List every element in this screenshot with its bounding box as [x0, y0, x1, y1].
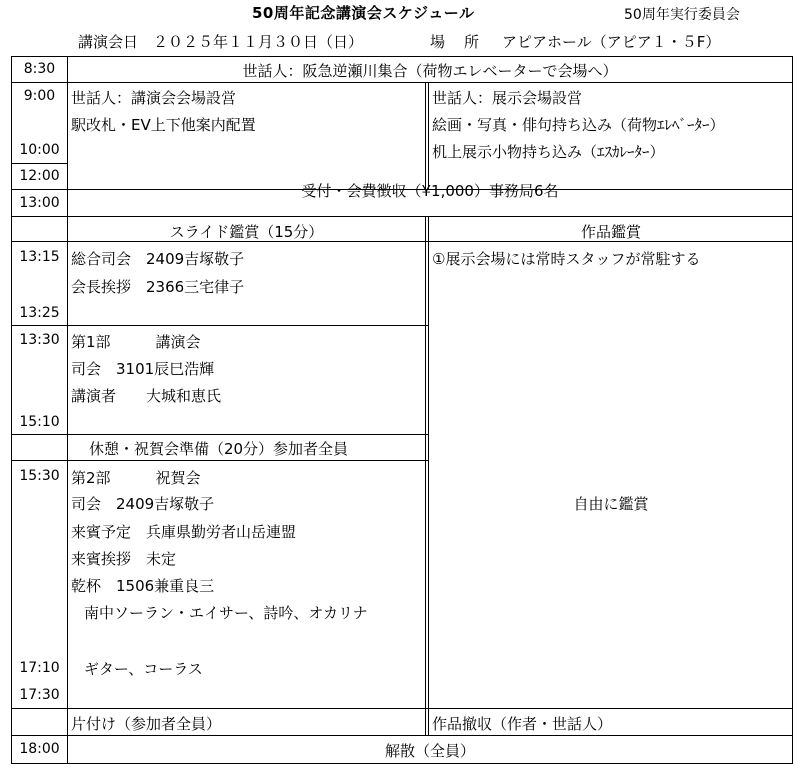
left-setup-line2: 駅改札・EV上下他案内配置 [71, 116, 256, 134]
place-value: アピアホール（アピア１・５F） [502, 33, 721, 51]
schedule-table [11, 56, 793, 764]
page-title: 50周年記念講演会スケジュール [252, 4, 475, 22]
time-1530: 15:30 [19, 468, 60, 484]
reception-row: 受付・会費徴収（¥1,000）事務局6名 [301, 182, 559, 200]
time-0830: 8:30 [23, 61, 56, 77]
guest-plan: 来賓予定 兵庫県勤労者山岳連盟 [71, 523, 297, 541]
works-header: 作品鑑賞 [580, 223, 641, 241]
dismissal: 解散（全員） [384, 742, 475, 760]
part2-mc: 司会 2409吉塚敬子 [71, 495, 215, 513]
break-row: 休憩・祝賀会準備（20分）参加者全員 [88, 440, 349, 458]
works-withdrawal: 作品撤収（作者・世話人） [432, 715, 613, 733]
time-1330: 13:30 [19, 332, 60, 348]
committee-name: 50周年実行委員会 [624, 7, 740, 23]
place-label: 場 所 [430, 33, 482, 51]
part1-lecturer: 講演者 大城和恵氏 [71, 387, 222, 405]
right-setup-line1: 世話人：展示会場設営 [432, 89, 583, 107]
performance-1: 南中ソーラン・エイサー、詩吟、オカリナ [84, 604, 368, 622]
time-1315: 13:15 [19, 249, 60, 265]
event-date: 講演会日 ２０２５年１１月３０日（日） [78, 33, 364, 51]
time-1000: 10:00 [19, 142, 60, 158]
toast: 乾杯 1506兼重良三 [71, 577, 215, 595]
cleanup: 片付け（参加者全員） [71, 715, 222, 733]
left-setup-line1: 世話人：講演会会場設営 [71, 89, 237, 107]
time-1300: 13:00 [19, 195, 60, 211]
part1-mc: 司会 3101辰巳浩輝 [71, 360, 215, 378]
time-1730: 17:30 [19, 687, 60, 703]
time-1510: 15:10 [19, 414, 60, 430]
part1-title: 第1部 講演会 [71, 333, 201, 351]
time-1200: 12:00 [19, 168, 60, 184]
time-1325: 13:25 [19, 305, 60, 321]
time-1710: 17:10 [19, 660, 60, 676]
performance-2: ギター、コーラス [84, 660, 203, 678]
part2-title: 第2部 祝賀会 [71, 469, 201, 487]
event-place [430, 31, 720, 52]
staff-note: ①展示会場には常時スタッフが常駐する [432, 250, 701, 268]
general-mc: 総合司会 2409吉塚敬子 [71, 250, 245, 268]
free-viewing: 自由に鑑賞 [573, 495, 649, 513]
time-0900: 9:00 [23, 88, 56, 104]
right-setup-line2: 絵画・写真・俳句持ち込み（荷物ｴﾚﾍﾞｰﾀｰ） [432, 116, 725, 134]
guest-greeting: 来賓挨拶 未定 [71, 550, 177, 568]
time-1800: 18:00 [19, 741, 60, 757]
right-setup-line3: 机上展示小物持ち込み（ｴｽｶﾚｰﾀｰ） [432, 143, 665, 161]
chair-greeting: 会長挨拶 2366三宅律子 [71, 278, 245, 296]
row-0830-gathering: 世話人：阪急逆瀬川集合（荷物エレベーターで会場へ） [242, 62, 618, 80]
slide-header: スライド鑑賞（15分） [169, 223, 324, 241]
